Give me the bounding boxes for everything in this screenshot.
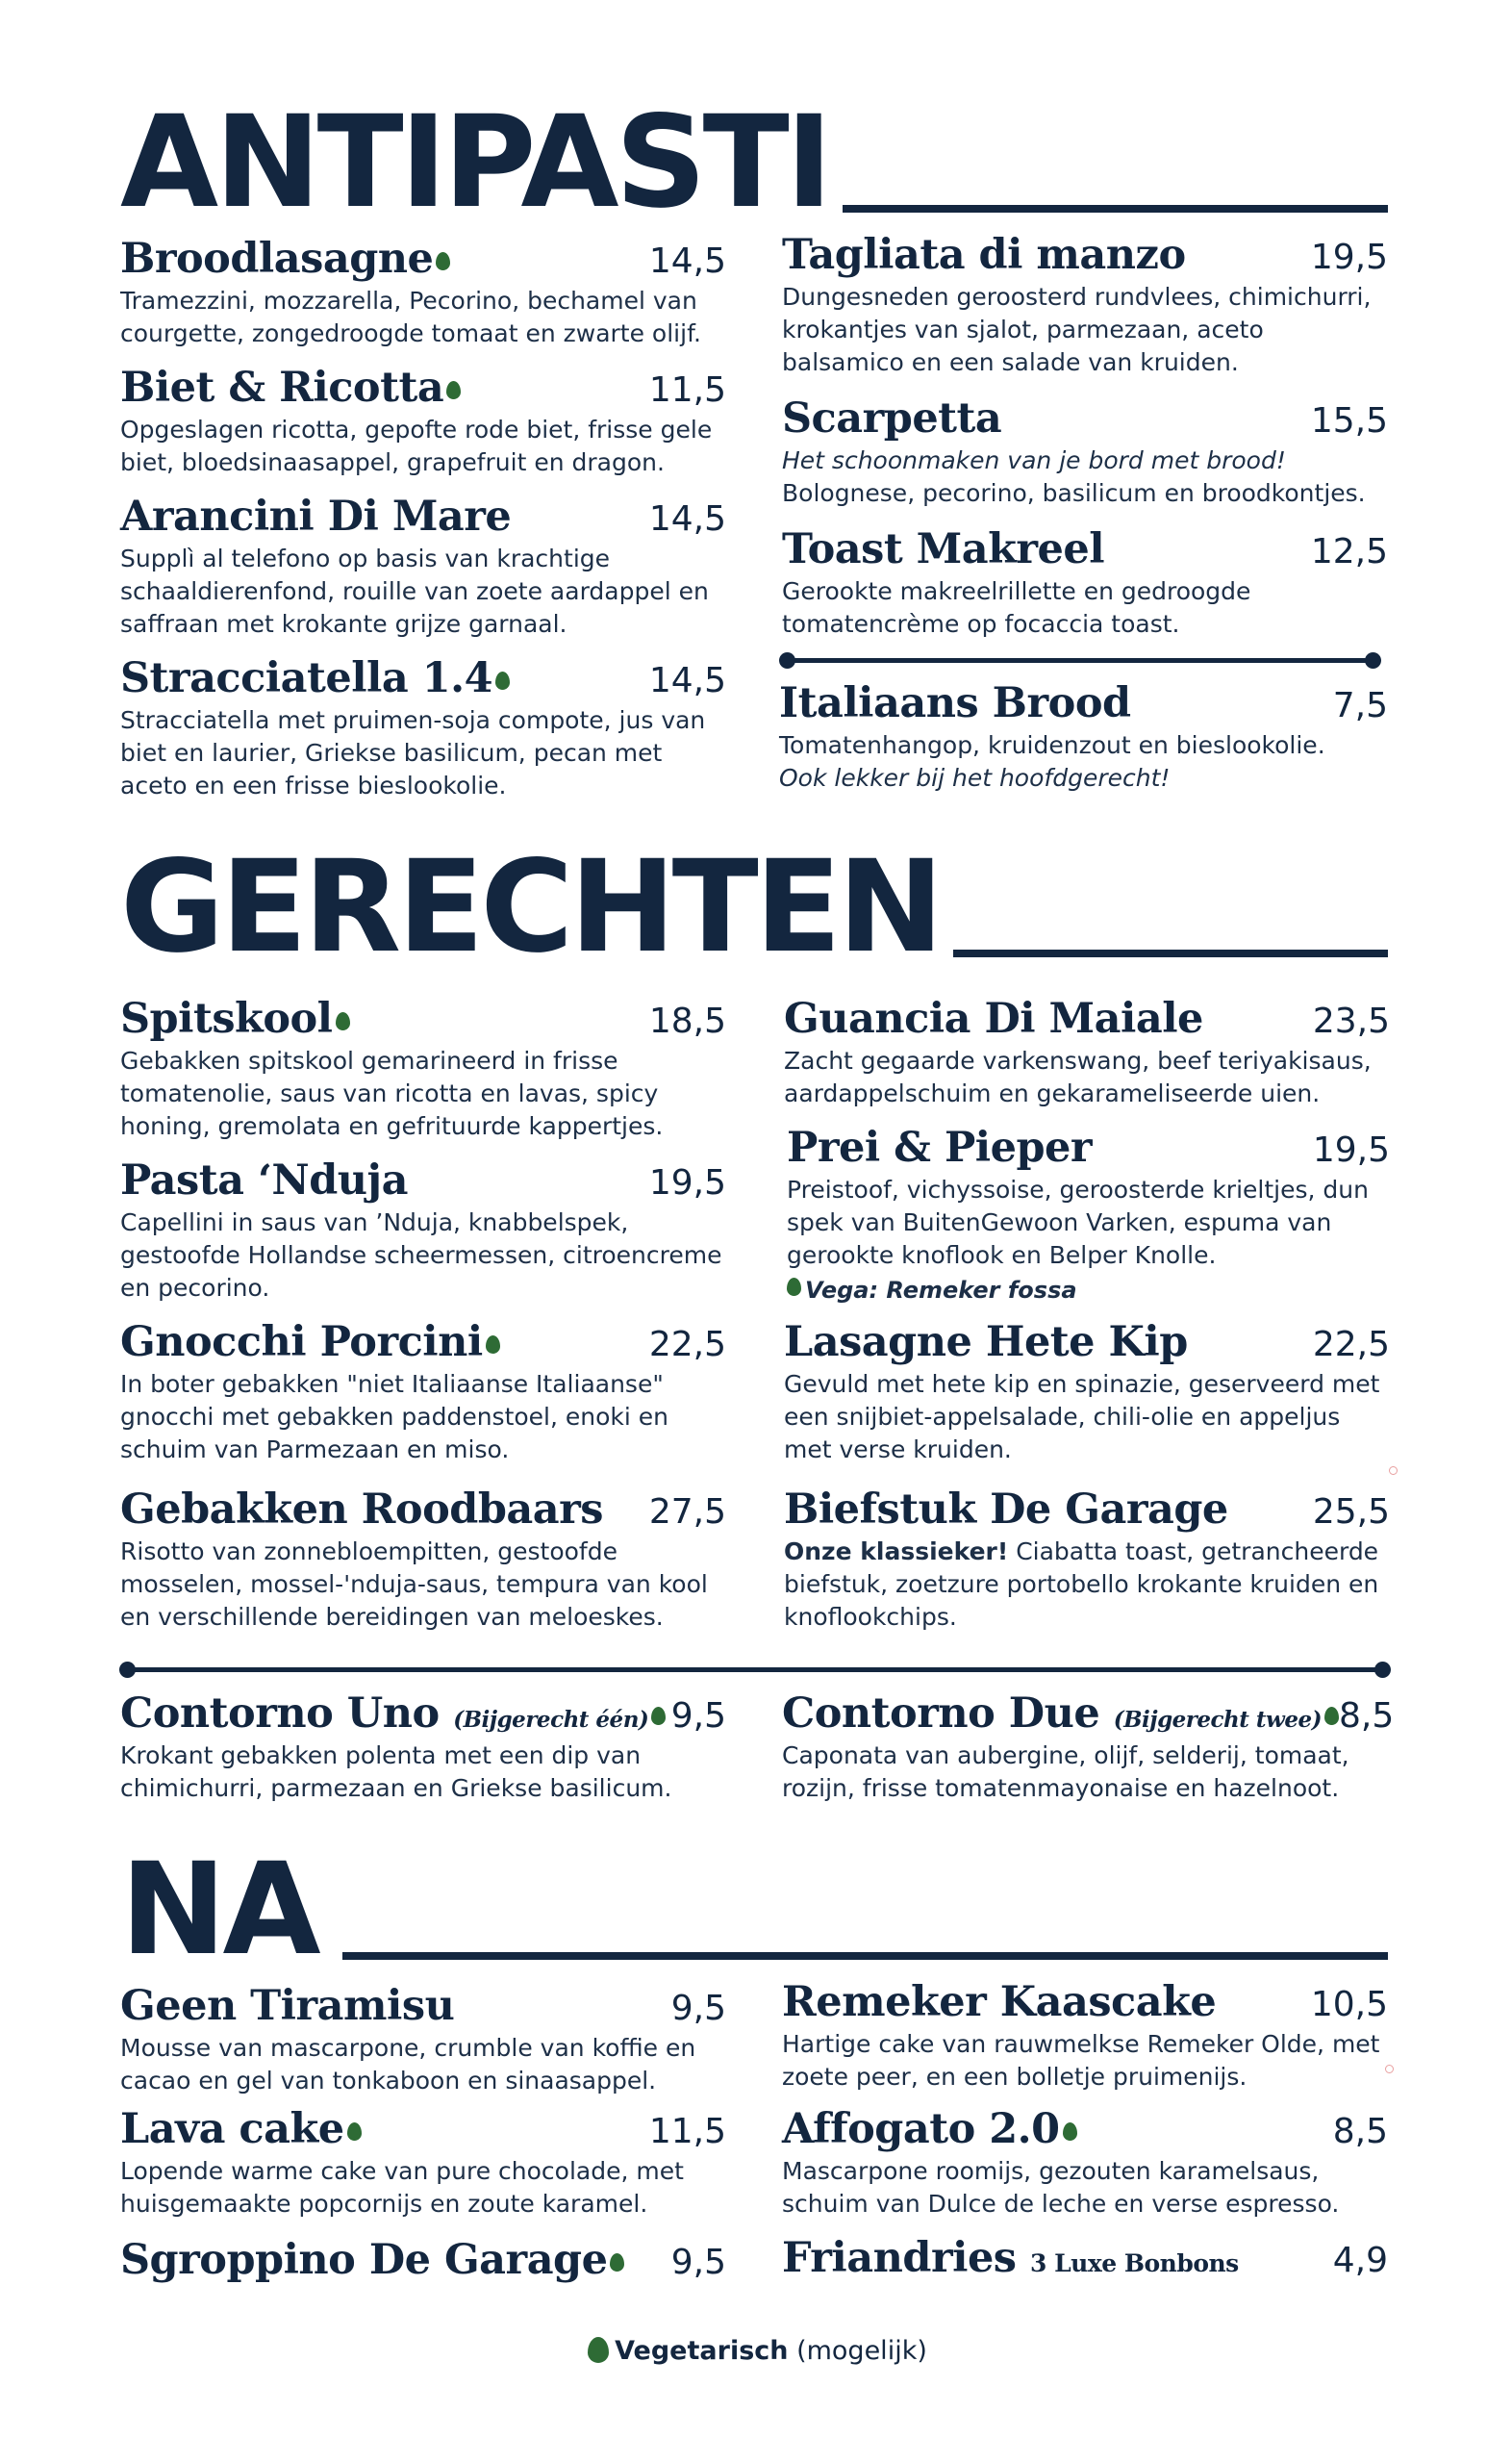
vegetarian-leaf-icon (347, 2122, 362, 2141)
item-name: Toast Makreel (782, 525, 1105, 573)
item-price: 8,5 (1332, 2112, 1388, 2151)
vegetarian-leaf-icon (651, 1707, 666, 1725)
menu-item-pasta-nduja (120, 1156, 726, 1305)
divider (787, 658, 1373, 663)
item-price: 4,9 (1332, 2241, 1388, 2280)
item-name: Prei & Pieper (787, 1124, 1093, 1172)
menu-item-contorno-uno (120, 1689, 726, 1805)
item-name: Gebakken Roodbaars (120, 1485, 604, 1534)
item-name: Lava cake (120, 2105, 344, 2153)
menu-item-lava-cake (120, 2105, 726, 2221)
item-description: Dungesneden geroosterd rundvlees, chimichurri, krokantjes van sjalot, parmezaan, aceto balsamico en een salade van kruiden. (782, 283, 1372, 376)
menu-item-geen-tiramisu (120, 1982, 726, 2097)
vegetarian-leaf-icon (787, 1278, 801, 1296)
item-name: Arancini Di Mare (120, 493, 512, 541)
section-rule (342, 1952, 1388, 1960)
item-highlight: Onze klassieker! (784, 1537, 1009, 1565)
item-name: Guancia Di Maiale (784, 995, 1203, 1043)
item-note: Het schoonmaken van je bord met brood! (782, 446, 1286, 474)
section-title: ANTIPASTI (120, 89, 829, 237)
menu-item-biefstuk (784, 1485, 1390, 1634)
item-description: Caponata van aubergine, olijf, selderij, tomaat, rozijn, frisse tomatenmayonaise en hazelnoot. (782, 1741, 1349, 1802)
menu-item-italiaans-brood (779, 679, 1388, 795)
registration-mark (1385, 2065, 1394, 2073)
item-name: Spitskool (120, 995, 333, 1043)
item-description: Capellini in saus van ’Nduja, knabbelspek, gestoofde Hollandse scheermessen, citroencreme en pecorino. (120, 1208, 722, 1302)
item-name: Broodlasagne (120, 235, 434, 283)
registration-mark (1389, 1466, 1398, 1475)
item-price: 11,5 (648, 370, 726, 410)
item-name: Biefstuk De Garage (784, 1485, 1228, 1534)
item-name: Affogato 2.0 (782, 2105, 1060, 2153)
item-name: Lasagne Hete Kip (784, 1318, 1188, 1366)
item-name: Biet & Ricotta (120, 364, 444, 412)
vega-option: Vega: Remeker fossa (805, 1277, 1077, 1304)
item-price: 14,5 (648, 241, 726, 281)
menu-item-roodbaars (120, 1485, 726, 1634)
item-description: Stracciatella met pruimen-soja compote, jus van biet en laurier, Griekse basilicum, pecan met aceto en een frisse bieslookolie. (120, 706, 706, 800)
vegetarian-leaf-icon (486, 1335, 500, 1354)
item-description: Risotto van zonnebloempitten, gestoofde mosselen, mossel-'nduja-saus, tempura van kool en verschillende bereidingen van meloeskes. (120, 1537, 708, 1631)
vegetarian-leaf-icon (610, 2253, 624, 2272)
item-price: 9,5 (670, 1696, 726, 1736)
section-header-na (120, 1836, 1388, 1984)
item-description: Lopende warme cake van pure chocolade, met huisgemaakte popcornijs en zoute karamel. (120, 2157, 684, 2218)
item-price: 27,5 (648, 1492, 726, 1532)
menu-item-broodlasagne (120, 235, 726, 350)
item-description: Gevuld met hete kip en spinazie, geserveerd met een snijbiet-appelsalade, chili-olie en appeljus met verse kruiden. (784, 1370, 1380, 1463)
item-price: 18,5 (648, 1002, 726, 1041)
item-name: Geen Tiramisu (120, 1982, 455, 2030)
section-rule (953, 950, 1388, 957)
menu-item-arancini (120, 493, 726, 641)
menu-item-sgroppino (120, 2236, 726, 2284)
item-name: Pasta ‘Nduja (120, 1156, 408, 1205)
item-description: Mousse van mascarpone, crumble van koffie en cacao en gel van tonkaboon en sinaasappel. (120, 2034, 696, 2095)
item-name: Italiaans Brood (779, 679, 1131, 727)
item-price: 19,5 (1310, 238, 1388, 277)
legend (0, 2336, 1512, 2366)
legend-suffix: (mogelijk) (788, 2336, 927, 2366)
item-name: Tagliata di manzo (782, 231, 1186, 279)
item-price: 22,5 (648, 1325, 726, 1364)
item-price: 14,5 (648, 499, 726, 539)
item-description: Tomatenhangop, kruidenzout en bieslookolie. (779, 731, 1325, 759)
vegetarian-leaf-icon (436, 252, 450, 270)
item-description: Opgeslagen ricotta, gepofte rode biet, frisse gele biet, bloedsinaasappel, grapefruit en dragon. (120, 416, 713, 476)
item-description: Ciabatta toast, getrancheerde biefstuk, zoetzure portobello krokante kruiden en knoflookchips. (784, 1537, 1379, 1631)
vegetarian-leaf-icon (446, 381, 461, 399)
item-price: 25,5 (1312, 1492, 1390, 1532)
menu-item-tagliata (782, 231, 1388, 379)
menu-item-biet-ricotta (120, 364, 726, 479)
section-title: NA (120, 1836, 317, 1984)
item-subtitle: (Bijgerecht twee) (1113, 1707, 1322, 1733)
item-price: 9,5 (670, 1989, 726, 2028)
menu-item-lasagne-hete-kip (784, 1318, 1390, 1466)
vegetarian-leaf-icon (1324, 1707, 1339, 1725)
divider (127, 1667, 1383, 1672)
menu-item-affogato (782, 2105, 1388, 2221)
item-price: 22,5 (1312, 1325, 1390, 1364)
item-price: 7,5 (1332, 686, 1388, 725)
item-price: 15,5 (1310, 401, 1388, 441)
section-rule (843, 205, 1388, 213)
menu-item-prei-pieper (787, 1124, 1399, 1307)
item-description: Gebakken spitskool gemarineerd in frisse tomatenolie, saus van ricotta en lavas, spicy honing, gremolata en gefrituurde kappertjes. (120, 1047, 664, 1140)
item-name: Contorno Due (782, 1689, 1100, 1738)
item-name: Friandries (782, 2234, 1017, 2282)
item-subtitle: 3 Luxe Bonbons (1030, 2249, 1239, 2277)
item-description: In boter gebakken "niet Italiaanse Italiaanse" gnocchi met gebakken paddenstoel, enoki en schuim van Parmezaan en miso. (120, 1370, 669, 1463)
menu-item-guancia (784, 995, 1390, 1110)
menu-item-toast-makreel (782, 525, 1388, 641)
vegetarian-leaf-icon (495, 672, 510, 690)
menu-item-gnocchi (120, 1318, 726, 1466)
legend-label: Vegetarisch (615, 2336, 789, 2366)
item-price: 19,5 (1312, 1130, 1390, 1170)
item-name: Scarpetta (782, 394, 1002, 443)
item-price: 11,5 (648, 2112, 726, 2151)
item-price: 12,5 (1310, 532, 1388, 571)
menu-item-scarpetta (782, 394, 1388, 510)
item-name: Stracciatella 1.4 (120, 654, 493, 702)
item-price: 23,5 (1312, 1002, 1390, 1041)
menu-item-contorno-due (782, 1689, 1395, 1805)
item-name: Gnocchi Porcini (120, 1318, 483, 1366)
item-price: 8,5 (1338, 1696, 1395, 1736)
menu-item-spitskool (120, 995, 726, 1143)
item-description: Supplì al telefono op basis van krachtige schaaldierenfond, rouille van zoete aardappel en saffraan met krokante grijze garnaal. (120, 545, 709, 638)
item-description: Hartige cake van rauwmelkse Remeker Olde, met zoete peer, en een bolletje pruimenijs. (782, 2030, 1380, 2091)
vegetarian-leaf-icon (336, 1012, 350, 1030)
menu-item-remeker-kaascake (782, 1978, 1388, 2094)
item-description: Mascarpone roomijs, gezouten karamelsaus, schuim van Dulce de leche en verse espresso. (782, 2157, 1340, 2218)
item-price: 10,5 (1310, 1985, 1388, 2024)
item-description: Zacht gegaarde varkenswang, beef teriyakisaus, aardappelschuim en gekarameliseerde uien. (784, 1047, 1372, 1107)
item-description: Gerookte makreelrillette en gedroogde tomatencrème op focaccia toast. (782, 577, 1251, 638)
vegetarian-leaf-icon (588, 2337, 609, 2363)
item-note: Ook lekker bij het hoofdgerecht! (779, 764, 1171, 792)
section-header-antipasti (120, 89, 1388, 237)
item-description: Preistoof, vichyssoise, geroosterde krieltjes, dun spek van BuitenGewoon Varken, espuma van gerookte knoflook en Belper Knolle. (787, 1176, 1369, 1269)
section-title: GERECHTEN (120, 833, 941, 981)
item-description: Tramezzini, mozzarella, Pecorino, bechamel van courgette, zongedroogde tomaat en zwarte olijf. (120, 287, 701, 347)
item-price: 9,5 (670, 2243, 726, 2282)
section-header-gerechten (120, 833, 1388, 981)
item-name: Remeker Kaascake (782, 1978, 1217, 2026)
item-description: Bolognese, pecorino, basilicum en broodkontjes. (782, 479, 1366, 507)
item-price: 19,5 (648, 1163, 726, 1203)
item-name: Sgroppino De Garage (120, 2236, 608, 2284)
item-price: 14,5 (648, 661, 726, 700)
menu-item-stracciatella (120, 654, 726, 802)
item-subtitle: (Bijgerecht één) (453, 1707, 649, 1733)
item-name: Contorno Uno (120, 1689, 440, 1738)
menu-item-friandries (782, 2234, 1388, 2282)
vegetarian-leaf-icon (1063, 2122, 1077, 2141)
item-description: Krokant gebakken polenta met een dip van chimichurri, parmezaan en Griekse basilicum. (120, 1741, 672, 1802)
